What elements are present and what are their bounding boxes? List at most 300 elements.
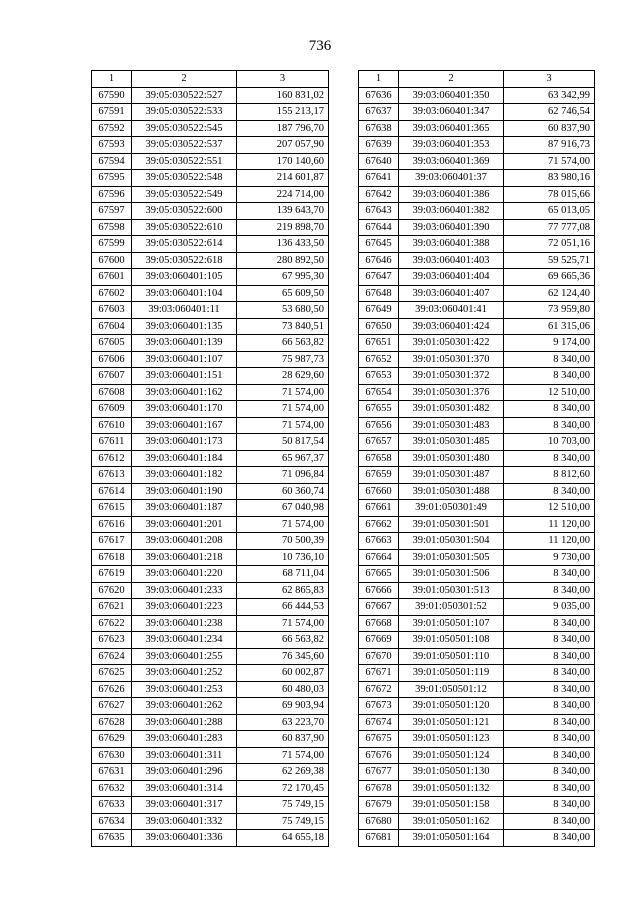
- row-number-cell: 67609: [92, 401, 132, 418]
- value-cell: 8 340,00: [504, 483, 595, 500]
- table-row: [359, 434, 595, 451]
- cadastral-number-cell: 39:01:050301:487: [399, 467, 504, 484]
- table-row: [359, 401, 595, 418]
- row-number-cell: 67668: [359, 615, 399, 632]
- cadastral-number-cell: 39:03:060401:317: [132, 797, 237, 814]
- table-row: [92, 285, 329, 302]
- cadastral-number-cell: 39:01:050501:164: [399, 830, 504, 847]
- cadastral-number-cell: 39:01:050501:108: [399, 632, 504, 649]
- value-cell: 187 796,70: [237, 120, 329, 137]
- data-table-left: [91, 70, 329, 847]
- value-cell: 8 340,00: [504, 714, 595, 731]
- cadastral-number-cell: 39:03:060401:296: [132, 764, 237, 781]
- cadastral-number-cell: 39:01:050301:483: [399, 417, 504, 434]
- table-row: [359, 285, 595, 302]
- value-cell: 8 340,00: [504, 830, 595, 847]
- value-cell: 8 340,00: [504, 731, 595, 748]
- value-cell: 69 665,36: [504, 269, 595, 286]
- table-row: [92, 252, 329, 269]
- cadastral-number-cell: 39:05:030522:545: [132, 120, 237, 137]
- row-number-cell: 67635: [92, 830, 132, 847]
- value-cell: 170 140,60: [237, 153, 329, 170]
- cadastral-number-cell: 39:03:060401:105: [132, 269, 237, 286]
- cadastral-number-cell: 39:03:060401:107: [132, 351, 237, 368]
- value-cell: 75 749,15: [237, 813, 329, 830]
- cadastral-number-cell: 39:01:050301:52: [399, 599, 504, 616]
- cadastral-number-cell: 39:03:060401:208: [132, 533, 237, 550]
- table-header-row: [359, 71, 595, 88]
- table-row: [359, 731, 595, 748]
- cadastral-number-cell: 39:05:030522:551: [132, 153, 237, 170]
- cadastral-number-cell: 39:05:030522:618: [132, 252, 237, 269]
- row-number-cell: 67605: [92, 335, 132, 352]
- value-cell: 8 340,00: [504, 351, 595, 368]
- cadastral-number-cell: 39:03:060401:190: [132, 483, 237, 500]
- cadastral-number-cell: 39:01:050301:504: [399, 533, 504, 550]
- table-row: [92, 615, 329, 632]
- row-number-cell: 67640: [359, 153, 399, 170]
- row-number-cell: 67619: [92, 566, 132, 583]
- row-number-cell: 67654: [359, 384, 399, 401]
- table-row: [92, 665, 329, 682]
- value-cell: 70 500,39: [237, 533, 329, 550]
- cadastral-number-cell: 39:03:060401:424: [399, 318, 504, 335]
- row-number-cell: 67661: [359, 500, 399, 517]
- row-number-cell: 67597: [92, 203, 132, 220]
- row-number-cell: 67649: [359, 302, 399, 319]
- value-cell: 59 525,71: [504, 252, 595, 269]
- value-cell: 67 995,30: [237, 269, 329, 286]
- row-number-cell: 67620: [92, 582, 132, 599]
- row-number-cell: 67665: [359, 566, 399, 583]
- value-cell: 12 510,00: [504, 384, 595, 401]
- value-cell: 207 057,90: [237, 137, 329, 154]
- cadastral-number-cell: 39:01:050501:162: [399, 813, 504, 830]
- table-row: [359, 813, 595, 830]
- cadastral-number-cell: 39:03:060401:184: [132, 450, 237, 467]
- value-cell: 8 340,00: [504, 665, 595, 682]
- table-row: [92, 467, 329, 484]
- row-number-cell: 67642: [359, 186, 399, 203]
- table-row: [92, 302, 329, 319]
- table-row: [92, 236, 329, 253]
- cadastral-number-cell: 39:01:050501:12: [399, 681, 504, 698]
- table-row: [92, 813, 329, 830]
- cadastral-number-cell: 39:03:060401:347: [399, 104, 504, 121]
- row-number-cell: 67614: [92, 483, 132, 500]
- cadastral-number-cell: 39:01:050501:107: [399, 615, 504, 632]
- row-number-cell: 67616: [92, 516, 132, 533]
- value-cell: 8 340,00: [504, 813, 595, 830]
- table-row: [359, 368, 595, 385]
- cadastral-number-cell: 39:03:060401:187: [132, 500, 237, 517]
- table-row: [359, 467, 595, 484]
- row-number-cell: 67657: [359, 434, 399, 451]
- table-row: [359, 648, 595, 665]
- cadastral-number-cell: 39:03:060401:262: [132, 698, 237, 715]
- value-cell: 62 269,38: [237, 764, 329, 781]
- table-row: [92, 780, 329, 797]
- cadastral-number-cell: 39:01:050301:485: [399, 434, 504, 451]
- cadastral-number-cell: 39:03:060401:283: [132, 731, 237, 748]
- value-cell: 65 013,05: [504, 203, 595, 220]
- value-cell: 67 040,98: [237, 500, 329, 517]
- cadastral-number-cell: 39:03:060401:252: [132, 665, 237, 682]
- value-cell: 68 711,04: [237, 566, 329, 583]
- table-row: [92, 698, 329, 715]
- column-header: 1: [359, 71, 399, 88]
- table-row: [92, 566, 329, 583]
- value-cell: 65 609,50: [237, 285, 329, 302]
- row-number-cell: 67651: [359, 335, 399, 352]
- cadastral-number-cell: 39:03:060401:182: [132, 467, 237, 484]
- column-header: 3: [237, 71, 329, 88]
- table-row: [92, 533, 329, 550]
- value-cell: 60 837,90: [237, 731, 329, 748]
- table-row: [359, 549, 595, 566]
- table-row: [92, 582, 329, 599]
- cadastral-number-cell: 39:01:050501:123: [399, 731, 504, 748]
- row-number-cell: 67615: [92, 500, 132, 517]
- cadastral-number-cell: 39:03:060401:238: [132, 615, 237, 632]
- table-row: [92, 269, 329, 286]
- cadastral-number-cell: 39:05:030522:549: [132, 186, 237, 203]
- row-number-cell: 67610: [92, 417, 132, 434]
- value-cell: 66 563,82: [237, 632, 329, 649]
- value-cell: 8 812,60: [504, 467, 595, 484]
- row-number-cell: 67632: [92, 780, 132, 797]
- table-row: [359, 615, 595, 632]
- table-row: [359, 533, 595, 550]
- cadastral-number-cell: 39:03:060401:167: [132, 417, 237, 434]
- table-row: [92, 599, 329, 616]
- value-cell: 8 340,00: [504, 780, 595, 797]
- table-row: [359, 137, 595, 154]
- value-cell: 8 340,00: [504, 648, 595, 665]
- value-cell: 77 777,08: [504, 219, 595, 236]
- value-cell: 8 340,00: [504, 417, 595, 434]
- row-number-cell: 67656: [359, 417, 399, 434]
- row-number-cell: 67604: [92, 318, 132, 335]
- row-number-cell: 67638: [359, 120, 399, 137]
- value-cell: 71 574,00: [237, 516, 329, 533]
- table-row: [92, 648, 329, 665]
- cadastral-number-cell: 39:03:060401:407: [399, 285, 504, 302]
- cadastral-number-cell: 39:05:030522:610: [132, 219, 237, 236]
- cadastral-number-cell: 39:03:060401:11: [132, 302, 237, 319]
- row-number-cell: 67598: [92, 219, 132, 236]
- table-row: [359, 764, 595, 781]
- cadastral-number-cell: 39:03:060401:253: [132, 681, 237, 698]
- table-row: [359, 747, 595, 764]
- value-cell: 8 340,00: [504, 681, 595, 698]
- row-number-cell: 67623: [92, 632, 132, 649]
- value-cell: 8 340,00: [504, 632, 595, 649]
- value-cell: 9 035,00: [504, 599, 595, 616]
- row-number-cell: 67675: [359, 731, 399, 748]
- cadastral-number-cell: 39:01:050501:130: [399, 764, 504, 781]
- cadastral-number-cell: 39:01:050301:480: [399, 450, 504, 467]
- table-row: [92, 483, 329, 500]
- row-number-cell: 67592: [92, 120, 132, 137]
- table-row: [359, 830, 595, 847]
- row-number-cell: 67612: [92, 450, 132, 467]
- value-cell: 75 987,73: [237, 351, 329, 368]
- value-cell: 50 817,54: [237, 434, 329, 451]
- value-cell: 61 315,06: [504, 318, 595, 335]
- table-row: [92, 170, 329, 187]
- row-number-cell: 67599: [92, 236, 132, 253]
- table-row: [359, 87, 595, 104]
- table-row: [92, 203, 329, 220]
- row-number-cell: 67639: [359, 137, 399, 154]
- table-row: [359, 203, 595, 220]
- value-cell: 8 340,00: [504, 450, 595, 467]
- row-number-cell: 67653: [359, 368, 399, 385]
- table-row: [92, 104, 329, 121]
- value-cell: 8 340,00: [504, 797, 595, 814]
- row-number-cell: 67622: [92, 615, 132, 632]
- cadastral-number-cell: 39:01:050301:482: [399, 401, 504, 418]
- value-cell: 66 563,82: [237, 335, 329, 352]
- cadastral-number-cell: 39:01:050301:488: [399, 483, 504, 500]
- value-cell: 69 903,94: [237, 698, 329, 715]
- table-row: [92, 87, 329, 104]
- table-row: [359, 236, 595, 253]
- row-number-cell: 67662: [359, 516, 399, 533]
- value-cell: 63 223,70: [237, 714, 329, 731]
- row-number-cell: 67633: [92, 797, 132, 814]
- cadastral-number-cell: 39:05:030522:527: [132, 87, 237, 104]
- cadastral-number-cell: 39:01:050501:119: [399, 665, 504, 682]
- row-number-cell: 67606: [92, 351, 132, 368]
- row-number-cell: 67659: [359, 467, 399, 484]
- value-cell: 71 096,84: [237, 467, 329, 484]
- cadastral-number-cell: 39:03:060401:386: [399, 186, 504, 203]
- row-number-cell: 67645: [359, 236, 399, 253]
- column-header: 2: [132, 71, 237, 88]
- cadastral-number-cell: 39:03:060401:151: [132, 368, 237, 385]
- table-row: [359, 780, 595, 797]
- table-row: [359, 120, 595, 137]
- row-number-cell: 67655: [359, 401, 399, 418]
- cadastral-number-cell: 39:01:050301:501: [399, 516, 504, 533]
- row-number-cell: 67647: [359, 269, 399, 286]
- value-cell: 71 574,00: [237, 747, 329, 764]
- value-cell: 71 574,00: [237, 384, 329, 401]
- cadastral-number-cell: 39:03:060401:336: [132, 830, 237, 847]
- value-cell: 28 629,60: [237, 368, 329, 385]
- row-number-cell: 67607: [92, 368, 132, 385]
- row-number-cell: 67669: [359, 632, 399, 649]
- table-row: [92, 417, 329, 434]
- row-number-cell: 67672: [359, 681, 399, 698]
- row-number-cell: 67678: [359, 780, 399, 797]
- row-number-cell: 67679: [359, 797, 399, 814]
- row-number-cell: 67593: [92, 137, 132, 154]
- row-number-cell: 67613: [92, 467, 132, 484]
- row-number-cell: 67608: [92, 384, 132, 401]
- cadastral-number-cell: 39:03:060401:390: [399, 219, 504, 236]
- table-row: [92, 318, 329, 335]
- value-cell: 8 340,00: [504, 698, 595, 715]
- table-row: [92, 516, 329, 533]
- table-body-right: [359, 71, 595, 847]
- row-number-cell: 67600: [92, 252, 132, 269]
- value-cell: 64 655,18: [237, 830, 329, 847]
- table-row: [359, 417, 595, 434]
- table-row: [359, 698, 595, 715]
- row-number-cell: 67601: [92, 269, 132, 286]
- cadastral-number-cell: 39:03:060401:233: [132, 582, 237, 599]
- row-number-cell: 67631: [92, 764, 132, 781]
- cadastral-number-cell: 39:03:060401:135: [132, 318, 237, 335]
- table-row: [92, 137, 329, 154]
- row-number-cell: 67641: [359, 170, 399, 187]
- table-row: [359, 599, 595, 616]
- cadastral-number-cell: 39:01:050501:110: [399, 648, 504, 665]
- cadastral-number-cell: 39:05:030522:600: [132, 203, 237, 220]
- cadastral-number-cell: 39:05:030522:537: [132, 137, 237, 154]
- table-row: [359, 665, 595, 682]
- row-number-cell: 67621: [92, 599, 132, 616]
- value-cell: 8 340,00: [504, 764, 595, 781]
- table-row: [359, 516, 595, 533]
- cadastral-number-cell: 39:03:060401:218: [132, 549, 237, 566]
- value-cell: 60 837,90: [504, 120, 595, 137]
- value-cell: 66 444,53: [237, 599, 329, 616]
- table-row: [359, 335, 595, 352]
- table-row: [359, 186, 595, 203]
- table-row: [359, 252, 595, 269]
- row-number-cell: 67636: [359, 87, 399, 104]
- value-cell: 139 643,70: [237, 203, 329, 220]
- table-row: [92, 384, 329, 401]
- table-row: [359, 219, 595, 236]
- table-row: [92, 731, 329, 748]
- value-cell: 9 730,00: [504, 549, 595, 566]
- table-row: [92, 681, 329, 698]
- row-number-cell: 67652: [359, 351, 399, 368]
- table-row: [359, 302, 595, 319]
- value-cell: 76 345,60: [237, 648, 329, 665]
- table-row: [92, 335, 329, 352]
- cadastral-number-cell: 39:03:060401:404: [399, 269, 504, 286]
- row-number-cell: 67670: [359, 648, 399, 665]
- value-cell: 12 510,00: [504, 500, 595, 517]
- value-cell: 71 574,00: [504, 153, 595, 170]
- value-cell: 8 340,00: [504, 401, 595, 418]
- row-number-cell: 67595: [92, 170, 132, 187]
- value-cell: 219 898,70: [237, 219, 329, 236]
- value-cell: 73 840,51: [237, 318, 329, 335]
- table-row: [92, 747, 329, 764]
- table-row: [359, 681, 595, 698]
- table-row: [359, 104, 595, 121]
- value-cell: 224 714,00: [237, 186, 329, 203]
- value-cell: 75 749,15: [237, 797, 329, 814]
- table-row: [92, 830, 329, 847]
- table-row: [92, 797, 329, 814]
- table-row: [359, 450, 595, 467]
- cadastral-number-cell: 39:01:050301:372: [399, 368, 504, 385]
- row-number-cell: 67681: [359, 830, 399, 847]
- row-number-cell: 67644: [359, 219, 399, 236]
- value-cell: 10 736,10: [237, 549, 329, 566]
- value-cell: 62 124,40: [504, 285, 595, 302]
- row-number-cell: 67664: [359, 549, 399, 566]
- value-cell: 11 120,00: [504, 516, 595, 533]
- cadastral-number-cell: 39:03:060401:365: [399, 120, 504, 137]
- row-number-cell: 67624: [92, 648, 132, 665]
- row-number-cell: 67590: [92, 87, 132, 104]
- cadastral-number-cell: 39:03:060401:288: [132, 714, 237, 731]
- value-cell: 136 433,50: [237, 236, 329, 253]
- cadastral-number-cell: 39:03:060401:220: [132, 566, 237, 583]
- table-row: [359, 582, 595, 599]
- value-cell: 71 574,00: [237, 401, 329, 418]
- table-row: [359, 632, 595, 649]
- cadastral-number-cell: 39:03:060401:369: [399, 153, 504, 170]
- cadastral-number-cell: 39:01:050501:120: [399, 698, 504, 715]
- cadastral-number-cell: 39:03:060401:234: [132, 632, 237, 649]
- value-cell: 78 015,66: [504, 186, 595, 203]
- row-number-cell: 67643: [359, 203, 399, 220]
- table-row: [92, 368, 329, 385]
- table-row: [92, 714, 329, 731]
- table-row: [92, 153, 329, 170]
- cadastral-number-cell: 39:05:030522:548: [132, 170, 237, 187]
- value-cell: 10 703,00: [504, 434, 595, 451]
- value-cell: 160 831,02: [237, 87, 329, 104]
- value-cell: 72 170,45: [237, 780, 329, 797]
- row-number-cell: 67667: [359, 599, 399, 616]
- cadastral-number-cell: 39:01:050301:513: [399, 582, 504, 599]
- value-cell: 9 174,00: [504, 335, 595, 352]
- cadastral-number-cell: 39:01:050501:121: [399, 714, 504, 731]
- row-number-cell: 67629: [92, 731, 132, 748]
- row-number-cell: 67617: [92, 533, 132, 550]
- table-row: [359, 384, 595, 401]
- value-cell: 53 680,50: [237, 302, 329, 319]
- value-cell: 73 959,80: [504, 302, 595, 319]
- row-number-cell: 67594: [92, 153, 132, 170]
- row-number-cell: 67626: [92, 681, 132, 698]
- row-number-cell: 67666: [359, 582, 399, 599]
- table-row: [92, 186, 329, 203]
- value-cell: 214 601,87: [237, 170, 329, 187]
- cadastral-number-cell: 39:03:060401:37: [399, 170, 504, 187]
- table-row: [359, 483, 595, 500]
- value-cell: 62 746,54: [504, 104, 595, 121]
- table-body-left: [92, 71, 329, 847]
- table-row: [92, 632, 329, 649]
- table-row: [359, 170, 595, 187]
- table-row: [359, 351, 595, 368]
- table-header-row: [92, 71, 329, 88]
- row-number-cell: 67602: [92, 285, 132, 302]
- table-row: [359, 797, 595, 814]
- row-number-cell: 67660: [359, 483, 399, 500]
- row-number-cell: 67671: [359, 665, 399, 682]
- column-header: 1: [92, 71, 132, 88]
- cadastral-number-cell: 39:03:060401:314: [132, 780, 237, 797]
- row-number-cell: 67591: [92, 104, 132, 121]
- table-row: [92, 549, 329, 566]
- table-row: [359, 500, 595, 517]
- cadastral-number-cell: 39:03:060401:104: [132, 285, 237, 302]
- row-number-cell: 67627: [92, 698, 132, 715]
